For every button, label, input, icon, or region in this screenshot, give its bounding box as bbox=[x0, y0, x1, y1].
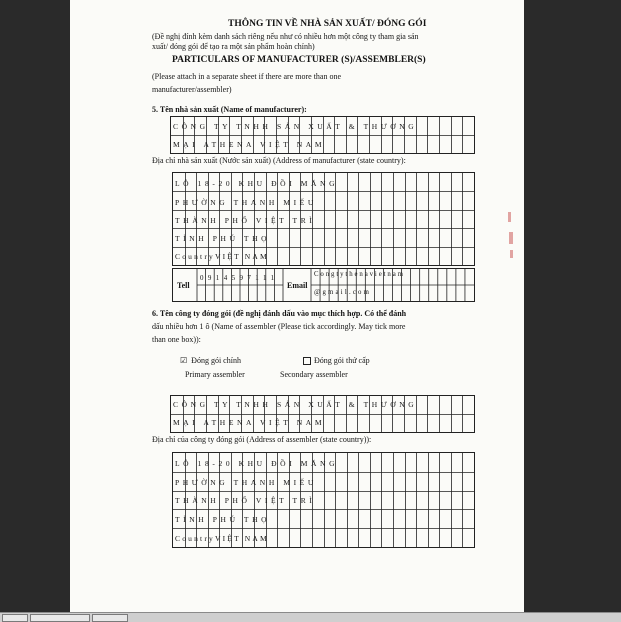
empty-checkbox-icon[interactable] bbox=[303, 357, 311, 365]
primary-assembler-option[interactable] bbox=[180, 357, 241, 365]
manufacturer-address-line-4: TỈNH PHÚ THỌ bbox=[175, 234, 271, 243]
assembler-address-line-2: PHƯỜNG THANH MIẾU bbox=[175, 478, 317, 487]
tel-label: Tell bbox=[177, 281, 190, 290]
manufacturer-address-line-2: PHƯỜNG THANH MIẾU bbox=[175, 198, 317, 207]
manufacturer-name-line-2: MẠI ATHENA VIỆT NAM bbox=[173, 140, 326, 149]
email-line-1: Congtythenavietnam bbox=[314, 271, 405, 278]
margin-smudge bbox=[509, 232, 513, 244]
secondary-assembler-option[interactable] bbox=[303, 357, 370, 365]
assembler-address-line-4: TỈNH PHÚ THỌ bbox=[175, 515, 271, 524]
email-label: Email bbox=[287, 281, 308, 290]
section-6-heading-line-2: dấu nhiều hơn 1 ô (Name of assembler (Please tick accordingly. May tick more bbox=[152, 322, 406, 331]
secondary-assembler-label-en: Secondary assembler bbox=[280, 370, 348, 379]
title-english: PARTICULARS OF MANUFACTURER (S)/ASSEMBLER(S) bbox=[172, 55, 426, 65]
note-english-line-1: (Please attach in a separate sheet if there are more than one bbox=[152, 72, 342, 81]
note-english-line-2: manufacturer/assembler) bbox=[152, 85, 232, 94]
note-vietnamese-line-2: xuất/ đóng gói để tạo ra một sản phẩm hoàn chỉnh) bbox=[152, 42, 315, 51]
document-page bbox=[70, 0, 524, 612]
assembler-address-line-1: LÔ 18-20 KHU ĐỒI MĂNG bbox=[175, 459, 339, 468]
manufacturer-address-country: CountryVIỆT NAM bbox=[175, 252, 269, 261]
title-vietnamese: THÔNG TIN VỀ NHÀ SẢN XUẤT/ ĐÓNG GÓI bbox=[228, 19, 427, 29]
checked-box-icon[interactable]: ☑ bbox=[180, 356, 188, 365]
email-line-2: @gmail.com bbox=[314, 289, 372, 296]
assembler-address-label: Địa chỉ của công ty đóng gói (Address of assembler (state country)): bbox=[152, 435, 372, 444]
margin-smudge bbox=[510, 250, 513, 258]
assembler-name-line-1: CÔNG TY TNHH SẢN XUẤT & THƯƠNG bbox=[173, 400, 418, 409]
manufacturer-address-label: Địa chỉ nhà sản xuất (Nước sản xuất) (Address of manufacturer (state country): bbox=[152, 156, 406, 165]
tel-value: 0914597111 bbox=[200, 274, 279, 282]
assembler-name-line-2: MẠI ATHENA VIỆT NAM bbox=[173, 418, 326, 427]
manufacturer-address-line-1: LÔ 18-20 KHU ĐỒI MĂNG bbox=[175, 179, 339, 188]
section-5-heading: 5. Tên nhà sản xuất (Name of manufacturer): bbox=[152, 105, 307, 114]
margin-smudge bbox=[508, 212, 511, 222]
note-vietnamese-line-1: (Đề nghị đính kèm danh sách riêng nếu như có nhiều hơn một công ty tham gia sản bbox=[152, 32, 419, 41]
section-6-heading-line-1: 6. Tên công ty đóng gói (đề nghị đánh dấu vào mục thích hợp. Có thể đánh bbox=[152, 309, 407, 318]
secondary-assembler-label-vi: Đóng gói thứ cấp bbox=[314, 356, 370, 365]
section-6-heading-line-3: than one box)): bbox=[152, 335, 201, 344]
manufacturer-name-line-1: CÔNG TY TNHH SẢN XUẤT & THƯƠNG bbox=[173, 122, 418, 131]
manufacturer-address-line-3: THÀNH PHỐ VIỆT TRÌ bbox=[175, 216, 316, 225]
primary-assembler-label-vi: Đóng gói chính bbox=[191, 356, 241, 365]
assembler-address-line-3: THÀNH PHỐ VIỆT TRÌ bbox=[175, 496, 316, 505]
primary-assembler-label-en: Primary assembler bbox=[185, 370, 245, 379]
assembler-address-country: CountryVIỆT NAM bbox=[175, 534, 269, 543]
